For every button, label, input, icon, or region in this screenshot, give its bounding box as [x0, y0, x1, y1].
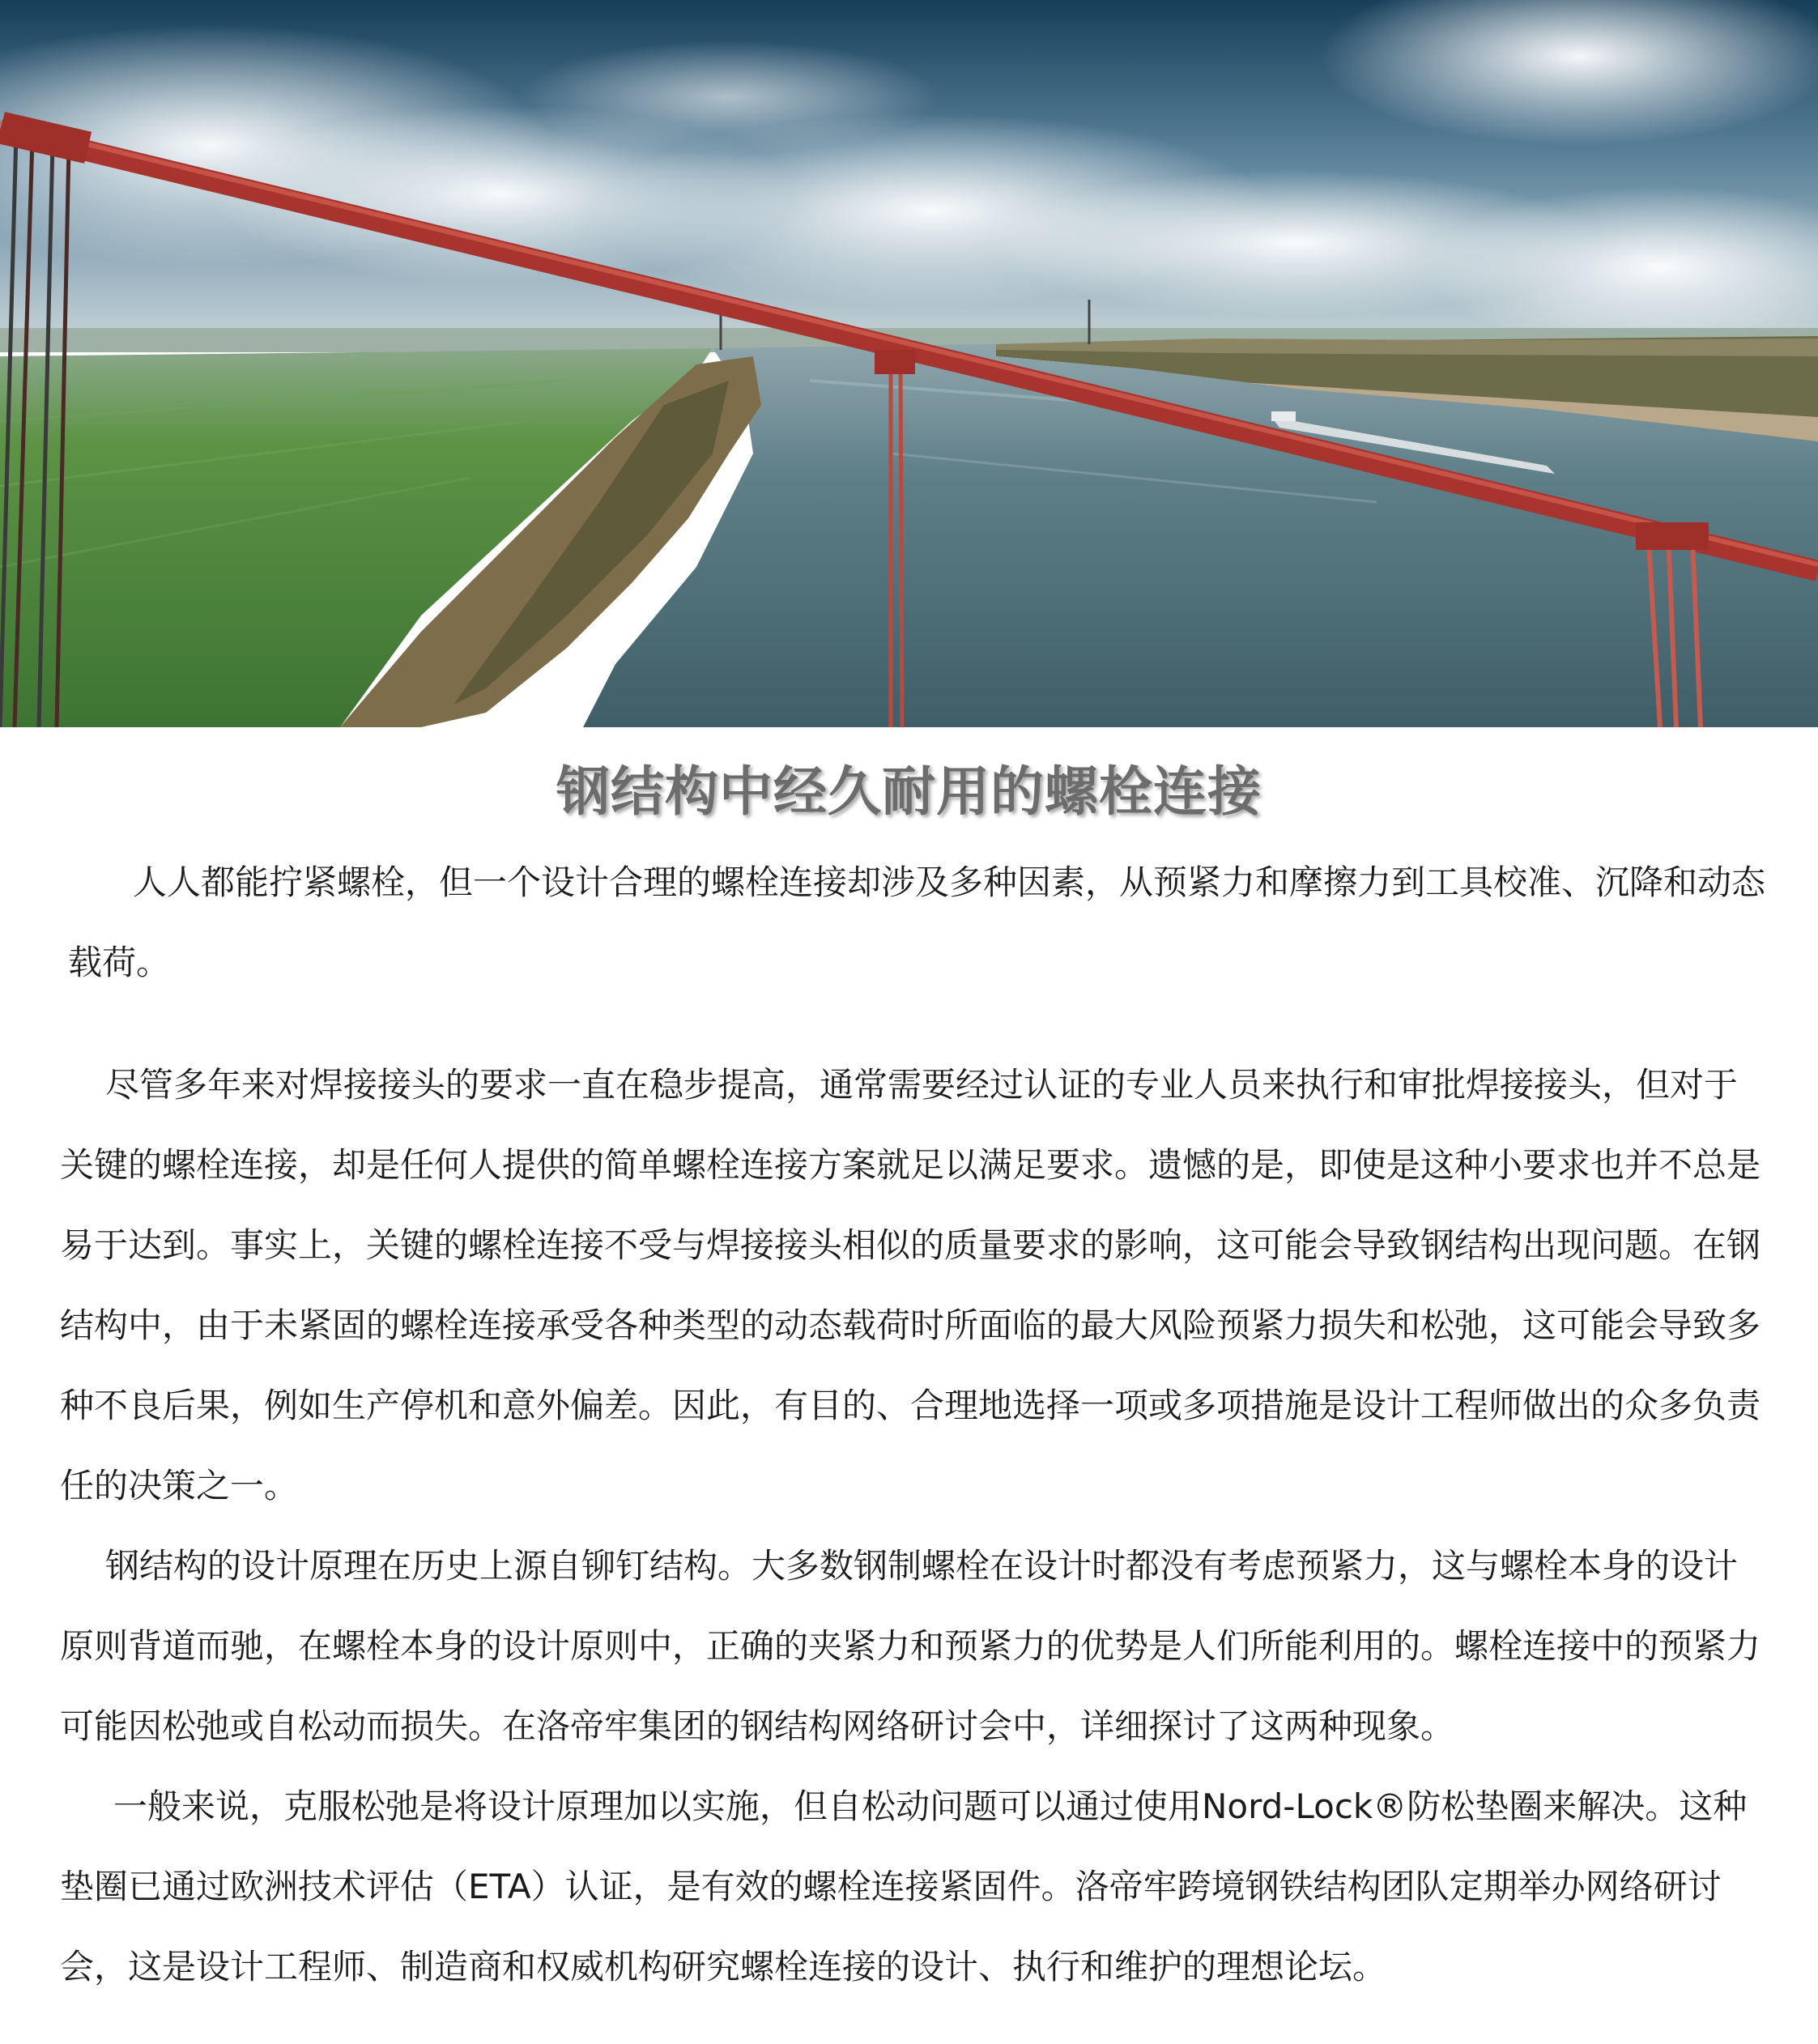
paragraph-design-principles: 钢结构的设计原理在历史上源自铆钉结构。大多数钢制螺栓在设计时都没有考虑预紧力，这与螺栓本身的设计原则背道而驰，在螺栓本身的设计原则中，正确的夹紧力和预紧力的优势是人们所能利用的。螺栓连接中的预紧力可能因松弛或自松动而损失。在洛帝牢集团的钢结构网络研讨会中，详细探讨了这两种现象。	[60, 1546, 1761, 1746]
bridge-river-illustration	[0, 0, 1818, 727]
article-body	[60, 842, 1769, 2007]
paragraph-welding-requirements: 尽管多年来对焊接接头的要求一直在稳步提高，通常需要经过认证的专业人员来执行和审批焊接接头，但对于关键的螺栓连接，却是任何人提供的简单螺栓连接方案就足以满足要求。遗憾的是，即使是这种小要求也并不总是易于达到。事实上，关键的螺栓连接不受与焊接接头相似的质量要求的影响，这可能会导致钢结构出现问题。在钢结构中，由于未紧固的螺栓连接承受各种类型的动态载荷时所面临的最大风险预紧力损失和松弛，这可能会导致多种不良后果，例如生产停机和意外偏差。因此，有目的、合理地选择一项或多项措施是设计工程师做出的众多负责任的决策之一。	[60, 1065, 1761, 1505]
paragraph-nord-lock-solution: 一般来说，克服松弛是将设计原理加以实施，但自松动问题可以通过使用Nord-Lock®防松垫圈来解决。这种垫圈已通过欧洲技术评估（ETA）认证，是有效的螺栓连接紧固件。洛帝牢跨境钢铁结构团队定期举办网络研讨会，这是设计工程师、制造商和权威机构研究螺栓连接的设计、执行和维护的理想论坛。	[60, 1786, 1748, 1987]
hero-photo	[0, 0, 1818, 727]
article-title: 钢结构中经久耐用的螺栓连接	[556, 760, 1262, 823]
paragraph-intro: 人人都能拧紧螺栓，但一个设计合理的螺栓连接却涉及多种因素，从预紧力和摩擦力到工具校准、沉降和动态载荷。	[68, 862, 1766, 982]
